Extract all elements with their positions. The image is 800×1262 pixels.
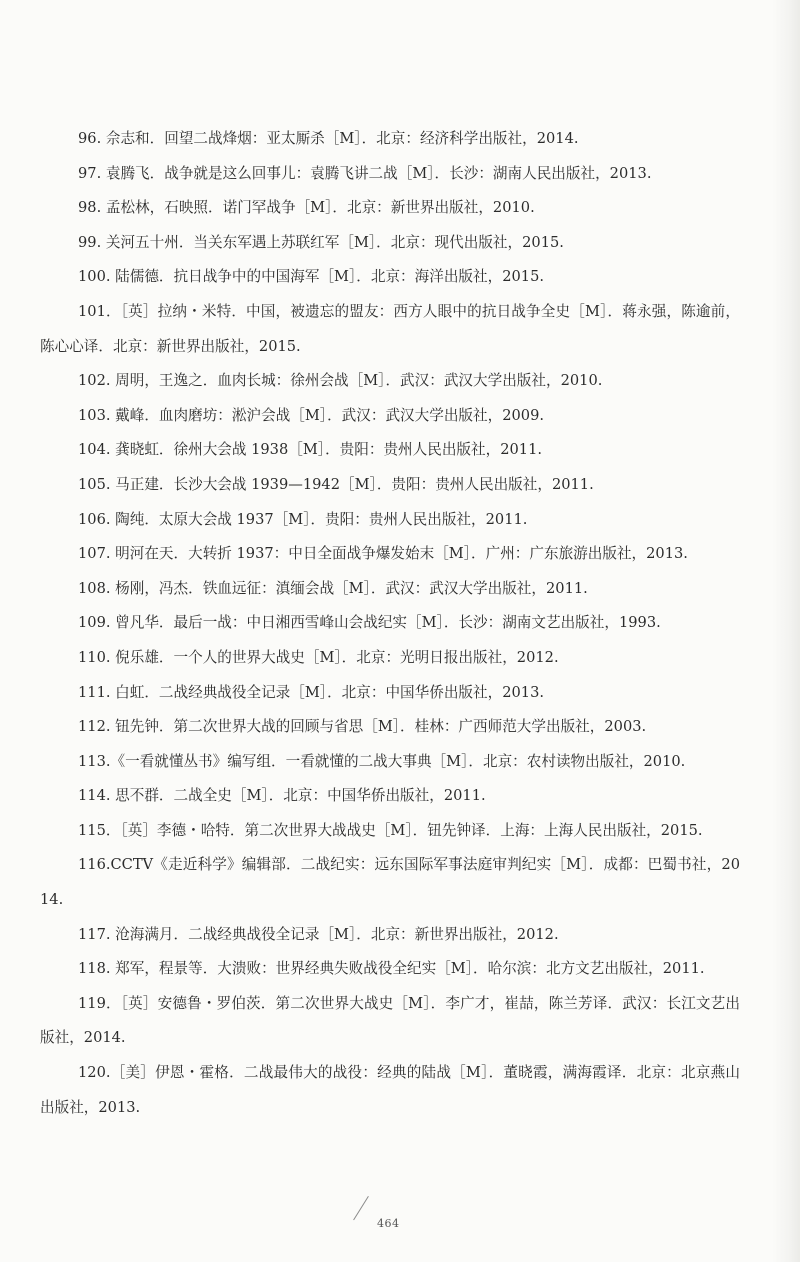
reference-item: 99. 关河五十州．当关东军遇上苏联红军［M］．北京：现代出版社，2015.: [78, 233, 564, 251]
reference-item: 105. 马正建．长沙大会战 1939—1942［M］．贵阳：贵州人民出版社，2011.: [78, 475, 594, 493]
reference-item: 106. 陶纯．太原大会战 1937［M］．贵阳：贵州人民出版社，2011.: [78, 510, 528, 528]
reference-item: 112. 钮先钟．第二次世界大战的回顾与省思［M］．桂林：广西师范大学出版社，2003.: [78, 718, 647, 736]
page-edge-shadow: [772, 0, 800, 1262]
reference-item: 109. 曾凡华．最后一战：中日湘西雪峰山会战纪实［M］．长沙：湖南文艺出版社，1993.: [78, 614, 661, 632]
reference-list: [40, 122, 740, 1125]
reference-item: 96. 佘志和．回望二战烽烟：亚太厮杀［M］．北京：经济科学出版社，2014.: [78, 130, 579, 147]
reference-item: 118. 郑军，程景等．大溃败：世界经典失败战役全纪实［M］．哈尔滨：北方文艺出版社，2011.: [78, 960, 705, 978]
reference-item: 113.《一看就懂丛书》编写组．一看就懂的二战大事典［M］．北京：农村读物出版社，2010.: [78, 752, 686, 770]
reference-item: 117. 沧海满月．二战经典战役全记录［M］．北京：新世界出版社，2012.: [78, 925, 559, 943]
page-number: 464: [377, 1217, 400, 1230]
reference-item: 119．［英］安德鲁・罗伯茨．第二次世界大战史［M］．李广才，崔喆，陈兰芳译．武汉：长江文艺出版社，2014.: [40, 994, 740, 1047]
reference-item: 114. 思不群．二战全史［M］．北京：中国华侨出版社，2011.: [78, 787, 486, 805]
reference-item: 97. 袁腾飞．战争就是这么回事儿：袁腾飞讲二战［M］．长沙：湖南人民出版社，2013.: [78, 164, 652, 182]
reference-item: 108. 杨刚，冯杰．铁血远征：滇缅会战［M］．武汉：武汉大学出版社，2011.: [78, 579, 588, 597]
reference-item: 111. 白虹．二战经典战役全记录［M］．北京：中国华侨出版社，2013.: [78, 683, 544, 701]
reference-item: 102. 周明，王逸之．血肉长城：徐州会战［M］．武汉：武汉大学出版社，2010.: [78, 372, 603, 390]
reference-item: 101．［英］拉纳・米特．中国，被遗忘的盟友：西方人眼中的抗日战争全史［M］．蒋永强，陈逾前，陈心心译．北京：新世界出版社，2015.: [40, 302, 740, 355]
reference-item: 100. 陆儒德．抗日战争中的中国海军［M］．北京：海洋出版社，2015.: [78, 268, 544, 286]
reference-item: 107. 明河在天．大转折 1937：中日全面战争爆发始末［M］．广州：广东旅游出版社，2013.: [78, 545, 688, 563]
reference-item: 120.［美］伊恩・霍格．二战最伟大的战役：经典的陆战［M］．董晓霞，满海霞译．北京：北京燕山出版社，2013.: [40, 1064, 740, 1116]
reference-item: 104. 龚晓虹．徐州大会战 1938［M］．贵阳：贵州人民出版社，2011.: [78, 441, 542, 459]
reference-item: 98. 孟松林，石映照．诺门罕战争［M］．北京：新世界出版社，2010.: [78, 199, 535, 217]
reference-item: 116.CCTV《走近科学》编辑部．二战纪实：远东国际军事法庭审判纪实［M］．成都：巴蜀书社，2014.: [40, 856, 740, 909]
reference-item: 103. 戴峰．血肉磨坊：淞沪会战［M］．武汉：武汉大学出版社，2009.: [78, 406, 544, 424]
page-number-slash-mark: [353, 1196, 369, 1220]
reference-item: 115．［英］李德・哈特．第二次世界大战战史［M］．钮先钟译．上海：上海人民出版社，2015.: [78, 821, 703, 839]
reference-item: 110. 倪乐雄．一个人的世界大战史［M］．北京：光明日报出版社，2012.: [78, 648, 559, 666]
